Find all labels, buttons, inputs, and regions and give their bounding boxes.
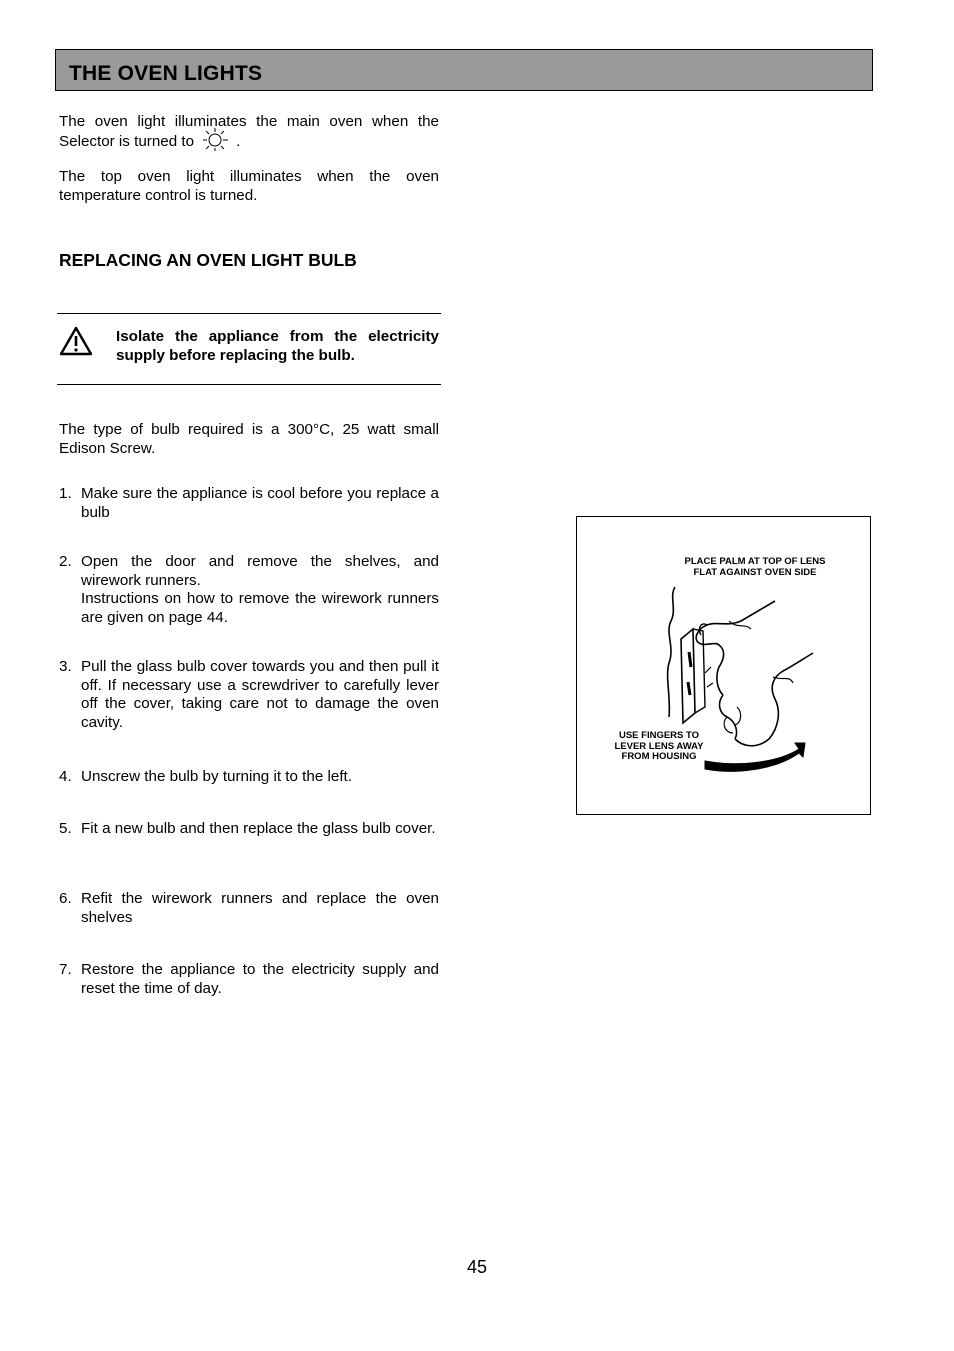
step-number: 3.	[59, 658, 72, 675]
figure-label-top-line: FLAT AGAINST OVEN SIDE	[693, 566, 817, 578]
section-title-bar	[55, 49, 873, 91]
step-item	[59, 890, 439, 927]
bulb-type-paragraph: The type of bulb required is a 300°C, 25 watt small Edison Screw.	[59, 421, 439, 457]
warning-triangle-icon	[59, 326, 93, 356]
step-text: Pull the glass bulb cover towards you and then pull it off. If necessary use a screwdriver to carefully lever off the cover, taking care not to damage the oven cavity.	[81, 658, 439, 731]
step-text-note: Instructions on how to remove the wirework runners are given on page 44.	[81, 590, 439, 626]
step-text: Fit a new bulb and then replace the glass bulb cover.	[81, 820, 436, 837]
intro-text-period: .	[236, 132, 241, 150]
step-text: Make sure the appliance is cool before you replace a bulb	[81, 485, 439, 521]
intro-paragraph-2: The top oven light illuminates when the oven temperature control is turned.	[59, 168, 439, 204]
figure-label-top-line: PLACE PALM AT TOP OF LENS	[684, 556, 826, 567]
section-heading: REPLACING AN OVEN LIGHT BULB	[59, 250, 357, 270]
oven-light-symbol-icon	[200, 126, 230, 152]
warning-text: Isolate the appliance from the electricity supply before replacing the bulb.	[116, 328, 439, 364]
step-number: 5.	[59, 820, 72, 837]
step-text: Refit the wirework runners and replace the oven shelves	[81, 890, 439, 926]
figure-label-bottom-line: LEVER LENS AWAY	[614, 740, 704, 752]
figure-label-bottom-line: USE FINGERS TO	[618, 730, 700, 741]
intro-paragraph-1	[59, 113, 439, 152]
intro-text: The oven light illuminates the main oven when the Selector is turned to	[59, 113, 439, 150]
warning-box	[57, 313, 441, 385]
step-item	[59, 961, 439, 998]
step-item	[59, 658, 439, 732]
hand-lens-drawing	[577, 517, 869, 813]
step-number: 2.	[59, 553, 72, 570]
page-title: THE OVEN LIGHTS	[69, 62, 263, 85]
step-text: Restore the appliance to the electricity supply and reset the time of day.	[81, 961, 439, 997]
step-item	[59, 820, 439, 839]
figure-label-bottom-line: FROM HOUSING	[621, 751, 697, 762]
step-number: 7.	[59, 961, 72, 978]
step-text: Unscrew the bulb by turning it to the left.	[81, 768, 352, 785]
bulb-cover-illustration	[576, 516, 871, 815]
step-number: 4.	[59, 768, 72, 785]
step-number: 1.	[59, 485, 72, 502]
step-number: 6.	[59, 890, 72, 907]
step-text: Open the door and remove the shelves, and wirework runners.	[81, 553, 439, 589]
step-item	[59, 553, 439, 627]
step-item	[59, 485, 439, 522]
page-number: 45	[466, 1257, 488, 1277]
step-item	[59, 768, 439, 787]
